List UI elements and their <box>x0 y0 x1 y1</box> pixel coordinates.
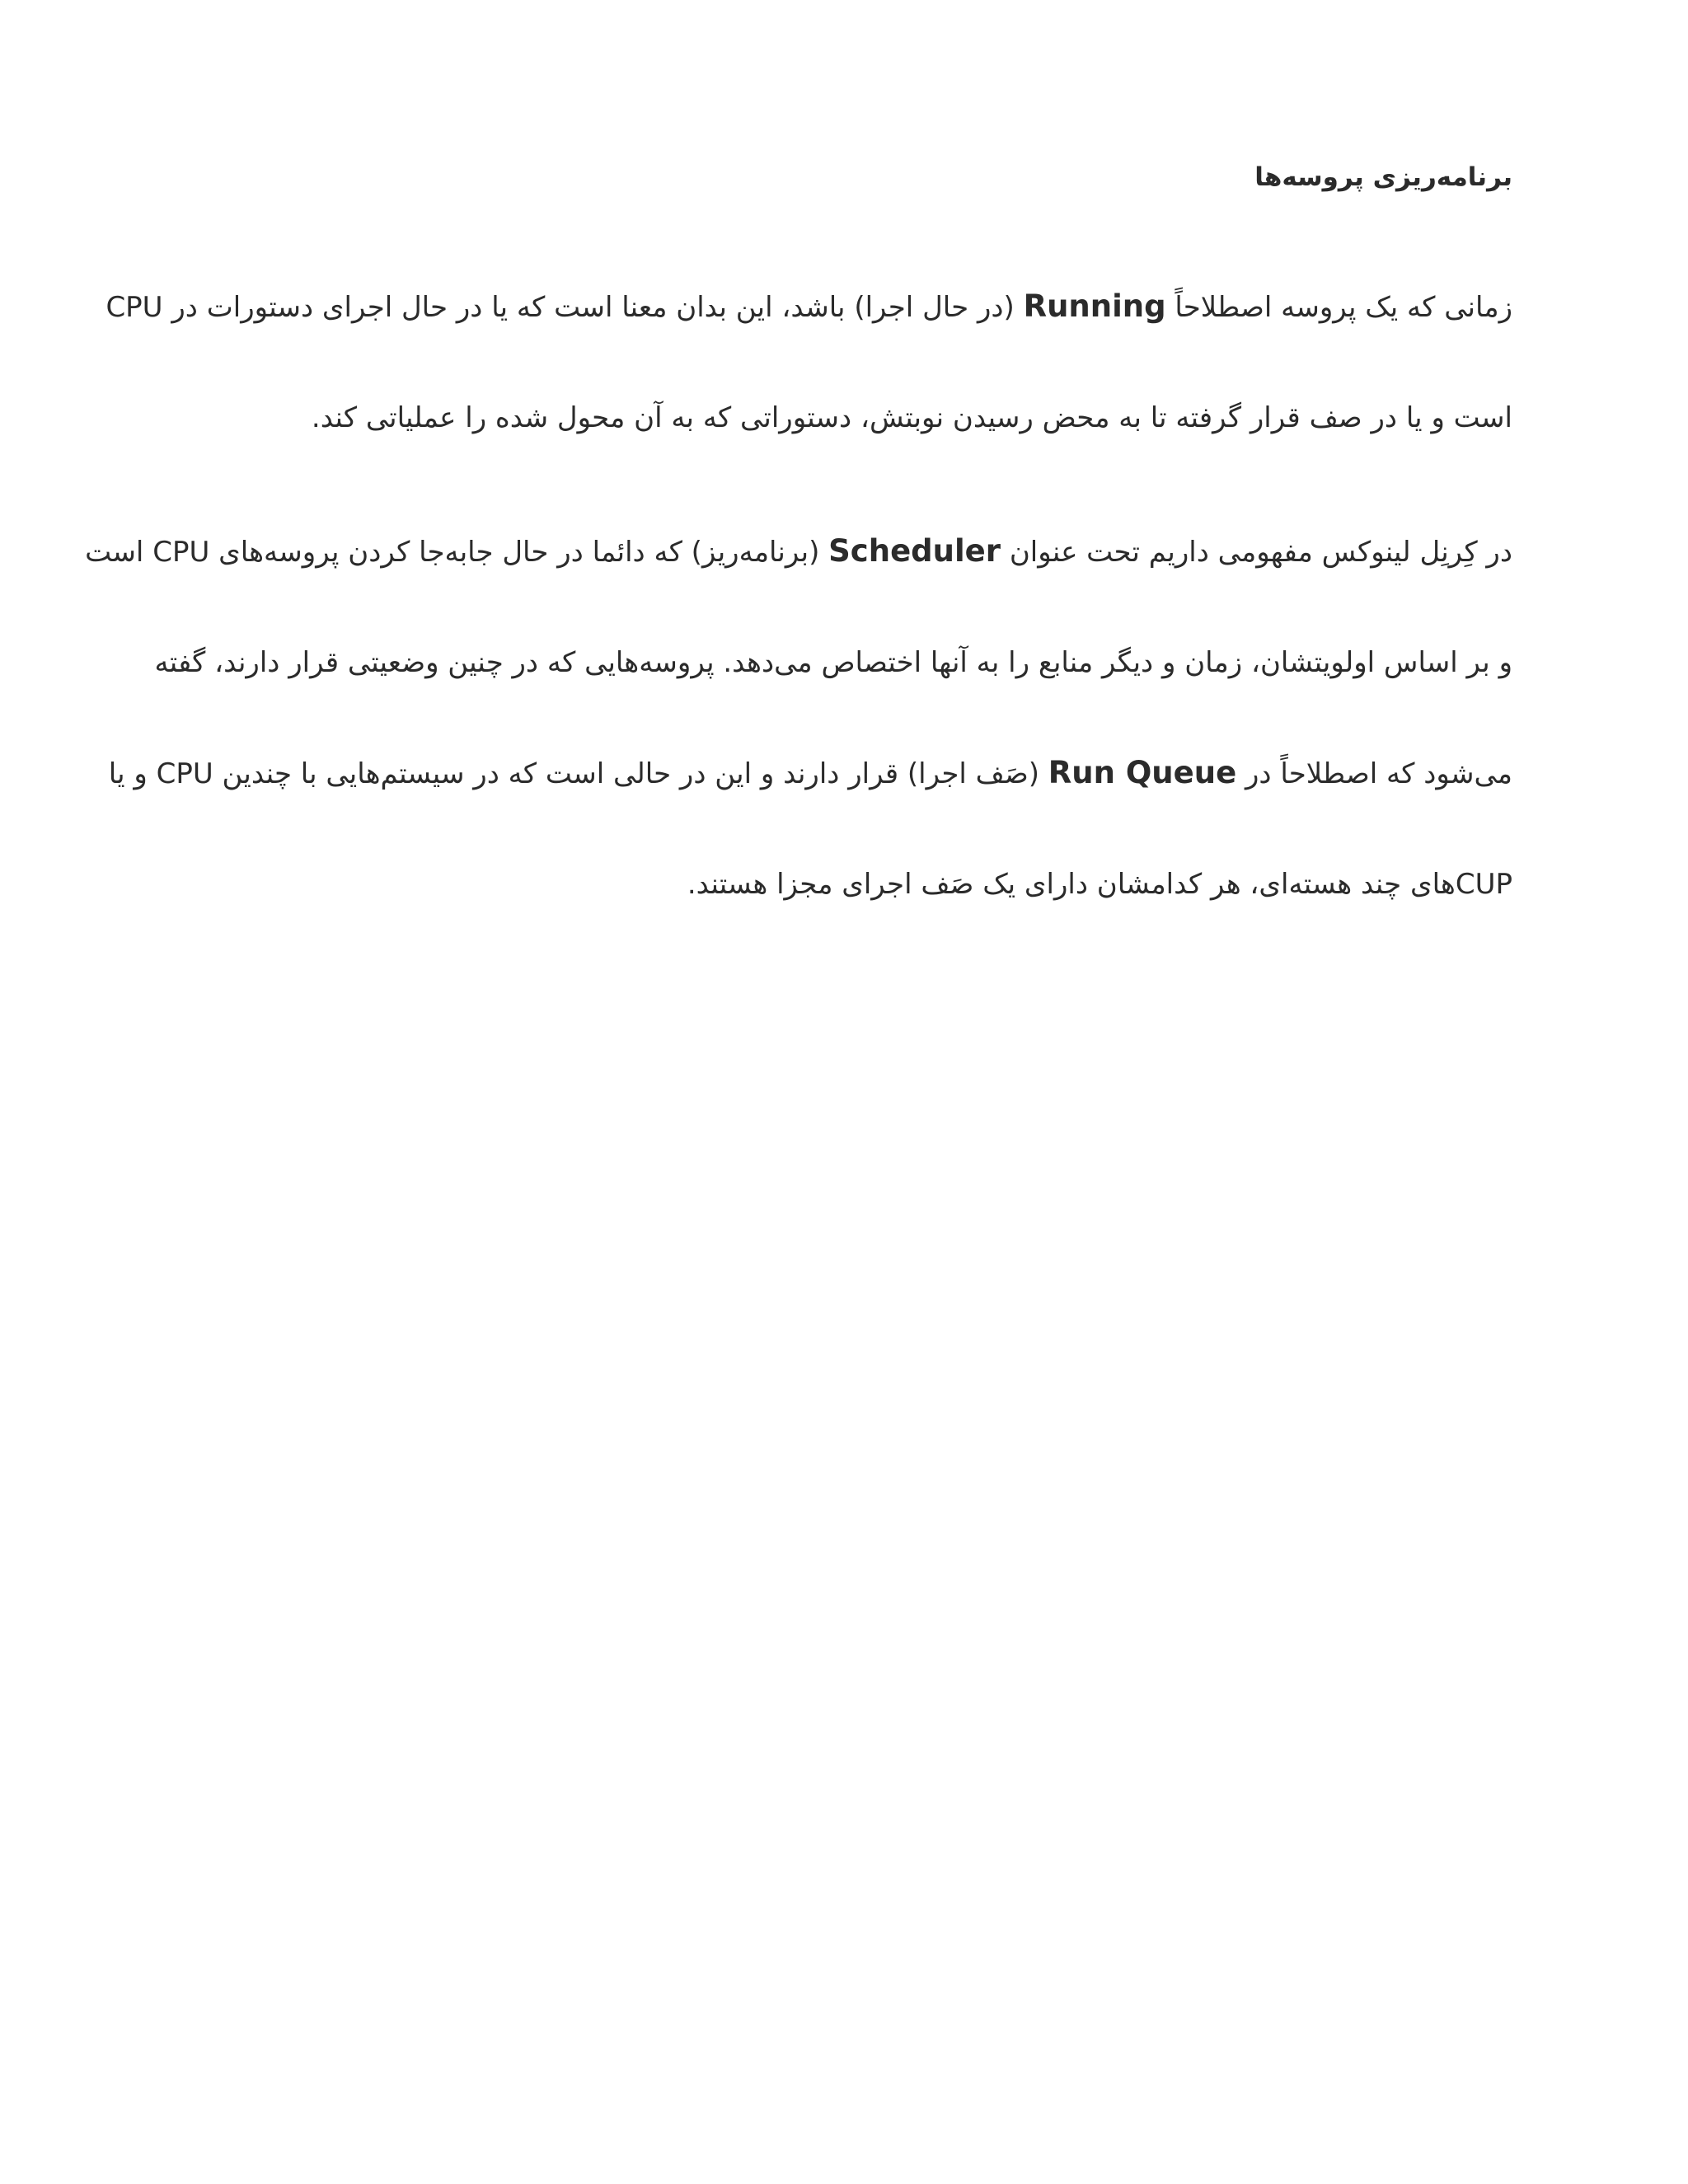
paragraph-line: است و یا در صف قرار گرفته تا به محض رسیدن نوبتش، دستوراتی که به آن محول شده را عملیاتی کند. <box>311 401 1512 434</box>
text-segment: است <box>85 536 153 569</box>
paragraph-line <box>108 718 1512 829</box>
term-cup: CUP <box>1455 868 1512 901</box>
text-segment: و یا <box>108 757 157 790</box>
term-scheduler: Scheduler <box>828 533 1001 569</box>
paragraph-line <box>85 496 1512 607</box>
text-segment: زمانی که یک پروسه اصطلاحاً <box>1165 291 1512 324</box>
text-segment: (در حال اجرا) باشد، این بدان معنا است که یا در حال اجرای دستورات در <box>162 291 1024 324</box>
text-segment: های چند هسته‌ای، هر کدامشان دارای یک صَف اجرای مجزا هستند. <box>687 868 1456 901</box>
paragraph-line <box>106 251 1512 363</box>
paragraph-line: و بر اساس اولویتشان، زمان و دیگر منابع را به آنها اختصاص می‌دهد. پروسه‌هایی که در چنین وضعیتی قرار دارند، گفته <box>154 646 1512 679</box>
term-running: Running <box>1023 288 1166 324</box>
text-segment: (برنامه‌ریز) که دائما در حال جابه‌جا کردن پروسه‌های <box>209 536 829 569</box>
document-content <box>85 152 1512 940</box>
text-segment: (صَف اجرا) قرار دارند و این در حالی است که در سیستم‌هایی با چندین <box>213 757 1048 790</box>
paragraph-line <box>157 829 1512 940</box>
paragraph-scheduler <box>85 496 1512 940</box>
text-segment: می‌شود که اصطلاحاً در <box>1236 757 1512 790</box>
paragraph-running <box>106 251 1512 473</box>
section-heading: برنامه‌ریزی پروسه‌ها <box>1254 162 1512 192</box>
term-run-queue: Run Queue <box>1048 755 1237 790</box>
term-cpu: CPU <box>156 757 213 790</box>
term-cpu: CPU <box>152 536 210 569</box>
term-cpu: CPU <box>106 291 163 324</box>
text-segment: در کِرنِل لینوکس مفهومی داریم تحت عنوان <box>1001 536 1512 569</box>
